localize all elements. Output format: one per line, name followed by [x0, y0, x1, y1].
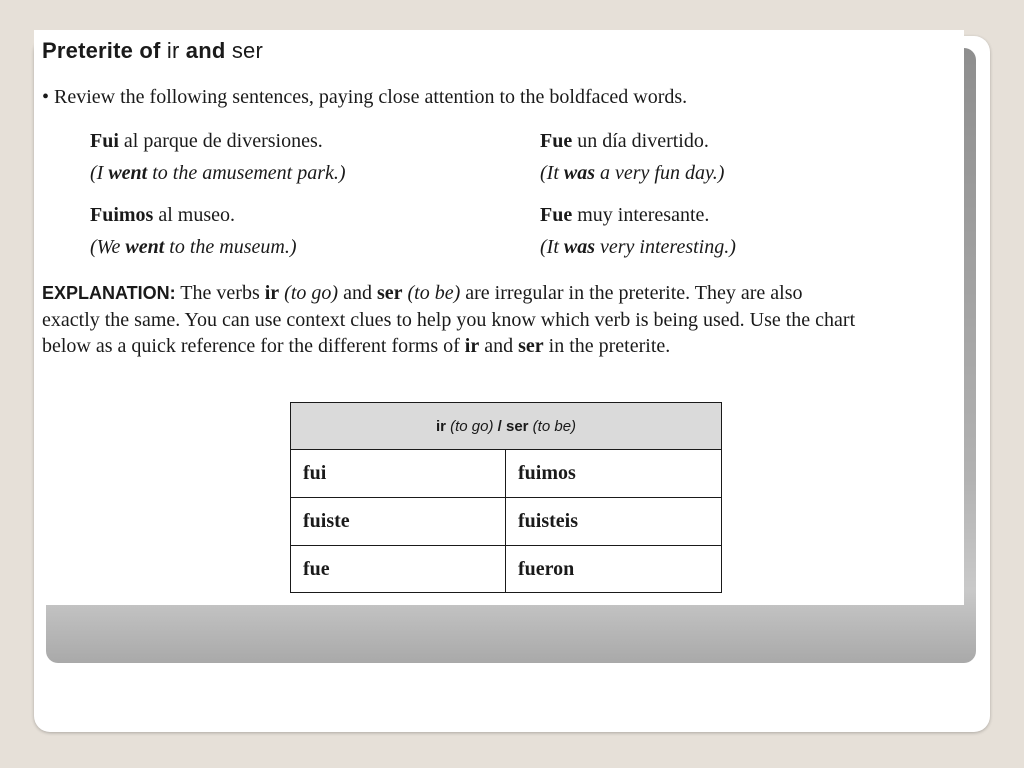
- example-sentence: [90, 130, 323, 153]
- translation-open: (It: [540, 162, 564, 184]
- table-cell: fuimos: [518, 462, 576, 484]
- explanation-text: in the preterite.: [543, 335, 671, 357]
- example-rest: al museo.: [153, 204, 235, 226]
- conjugation-table: [290, 402, 722, 593]
- explanation-ir: ir: [264, 282, 280, 304]
- header-ir-gloss: (to go): [445, 417, 498, 435]
- translation-rest: very interesting.): [595, 236, 736, 258]
- example-sentence: [90, 204, 235, 227]
- title-ser: ser: [231, 38, 263, 63]
- title-and: and: [179, 38, 232, 63]
- translation-open: (I: [90, 162, 109, 184]
- explanation-ir-gloss: (to go): [279, 282, 339, 304]
- explanation-paragraph: [42, 280, 862, 360]
- title-text: Preterite of: [42, 38, 167, 63]
- table-cell: fuisteis: [518, 510, 578, 532]
- example-translation: [540, 236, 736, 259]
- explanation-text: The verbs: [175, 282, 265, 304]
- translation-verb: was: [563, 236, 596, 258]
- explanation-ser: ser: [376, 282, 403, 304]
- table-cell: fuiste: [291, 498, 506, 545]
- translation-verb: went: [125, 236, 165, 258]
- table-row: [291, 498, 721, 546]
- header-ser-gloss: (to be): [528, 417, 577, 435]
- translation-open: (It: [540, 236, 564, 258]
- document-image: [34, 30, 964, 605]
- example-verb: Fue: [540, 204, 573, 226]
- translation-open: (We: [90, 236, 126, 258]
- translation-verb: was: [563, 162, 596, 184]
- table-cell: fueron: [518, 558, 575, 580]
- table-header: [291, 403, 721, 450]
- example-verb: Fui: [90, 130, 119, 152]
- header-ir: ir: [435, 417, 446, 435]
- example-rest: muy interesante.: [572, 204, 710, 226]
- example-rest: un día divertido.: [572, 130, 709, 152]
- table-row: [291, 546, 721, 593]
- header-slash: /: [497, 417, 502, 435]
- explanation-text: and: [479, 335, 519, 357]
- example-verb: Fuimos: [90, 204, 154, 226]
- example-sentence: [540, 130, 709, 153]
- example-translation: [90, 162, 346, 185]
- table-row: [291, 450, 721, 498]
- example-verb: Fue: [540, 130, 573, 152]
- header-ser: ser: [501, 417, 529, 435]
- page-title: [42, 38, 263, 64]
- example-sentence: [540, 204, 709, 227]
- translation-rest: to the museum.): [164, 236, 297, 258]
- explanation-label: EXPLANATION:: [42, 283, 176, 303]
- title-ir: ir: [166, 38, 180, 63]
- translation-verb: went: [108, 162, 148, 184]
- translation-rest: a very fun day.): [595, 162, 725, 184]
- explanation-text: are irregular in the preterite. They are also exactly the same. You can use context clues to help you know which verb is being used. Use the chart below as a quick reference for the different forms of: [42, 282, 856, 357]
- table-cell: fui: [291, 450, 506, 497]
- translation-rest: to the amusement park.): [147, 162, 346, 184]
- explanation-ir: ir: [464, 335, 480, 357]
- instruction-bullet: • Review the following sentences, paying close attention to the boldfaced words.: [42, 86, 688, 108]
- explanation-ser: ser: [518, 335, 544, 357]
- explanation-text: and: [338, 282, 377, 304]
- explanation-ser-gloss: (to be): [402, 282, 461, 304]
- table-cell: fue: [291, 546, 506, 593]
- example-rest: al parque de diversiones.: [118, 130, 323, 152]
- example-translation: [90, 236, 296, 259]
- example-translation: [540, 162, 724, 185]
